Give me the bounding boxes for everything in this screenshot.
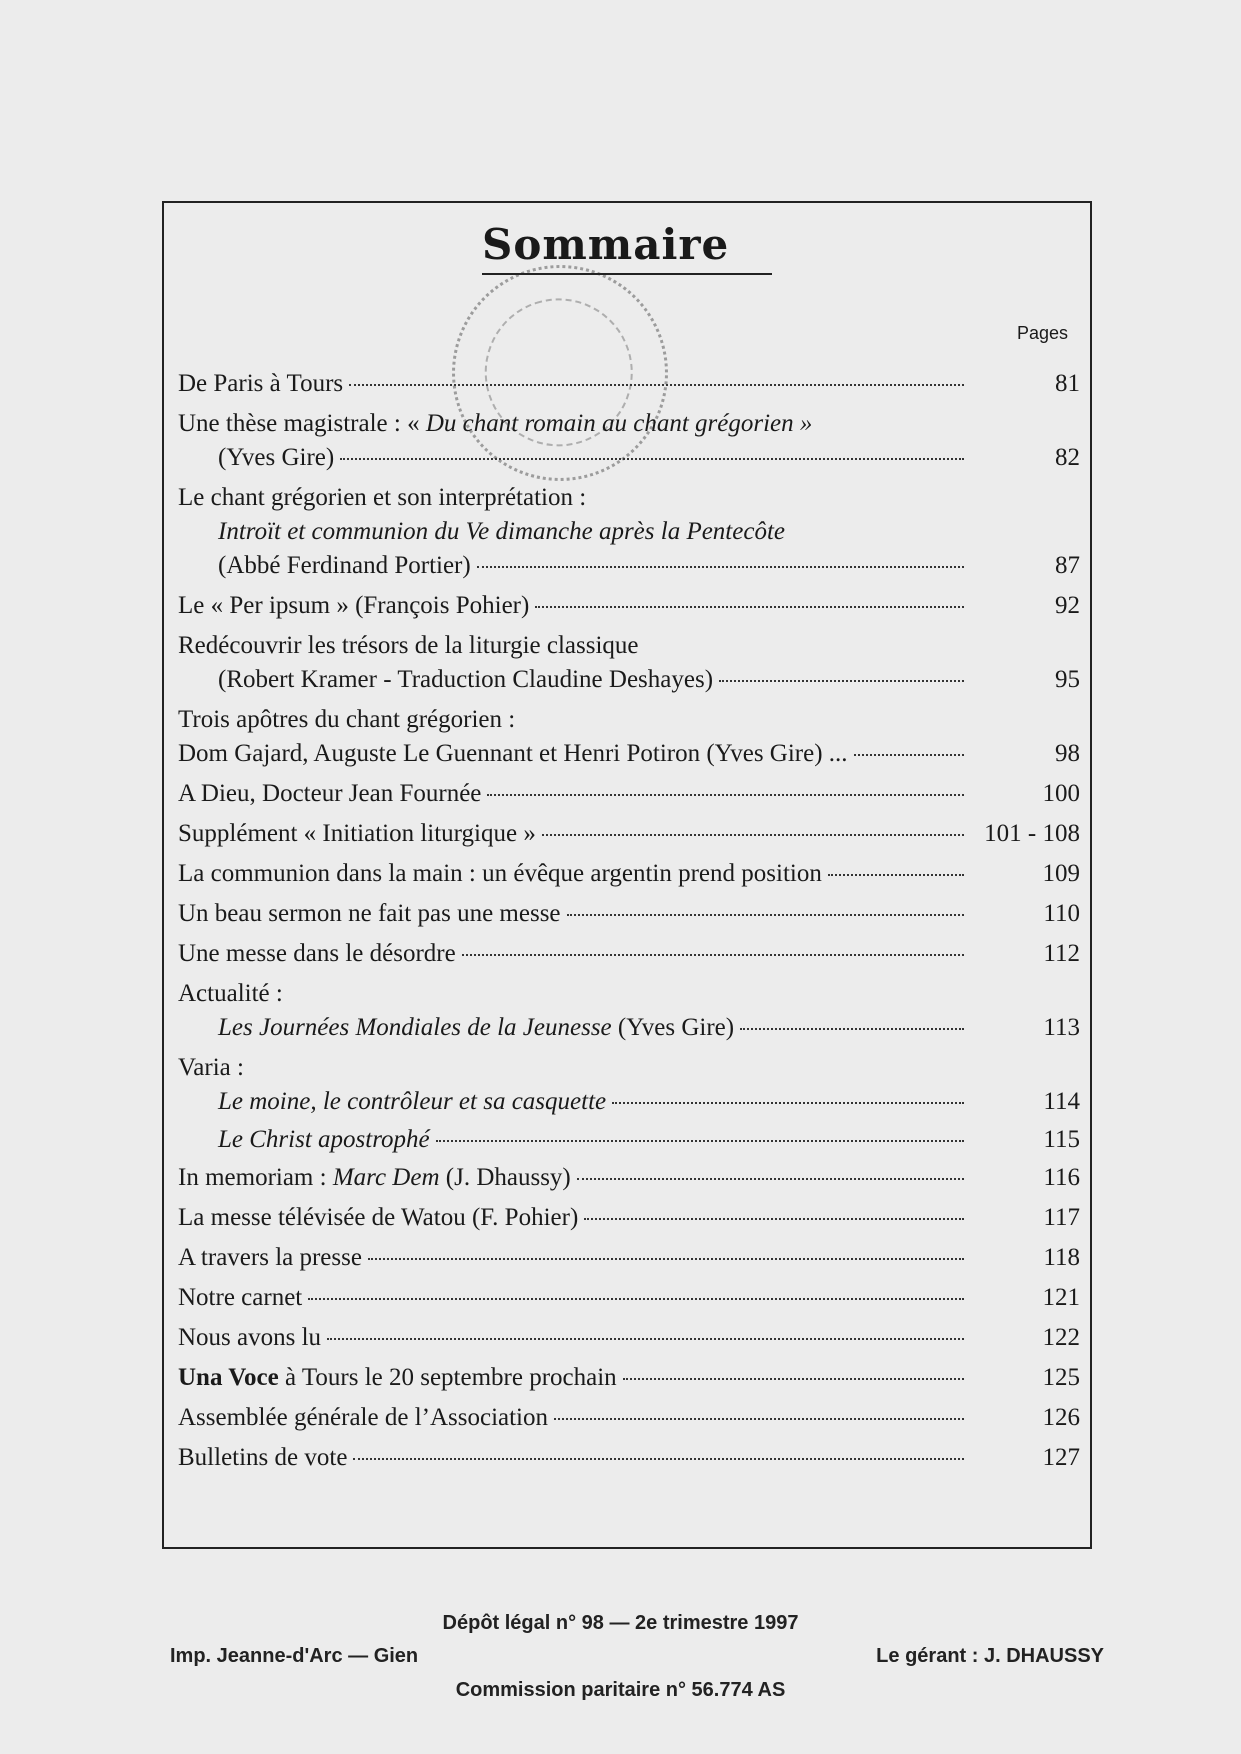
dot-leader — [623, 1378, 964, 1380]
entry-text: In memoriam : — [178, 1164, 333, 1191]
toc-entry — [178, 589, 1080, 623]
entry-text: (Robert Kramer - Traduction Claudine Deshayes) — [218, 666, 714, 693]
page-number: 125 — [1042, 1364, 1080, 1391]
entry-text: La communion dans la main : un évêque argentin prend position — [178, 860, 822, 887]
entry-title — [178, 737, 848, 771]
entry-title — [178, 1241, 362, 1275]
page-number: 109 — [1042, 860, 1080, 887]
page-number: 92 — [1055, 592, 1080, 619]
entry-title — [178, 441, 334, 475]
entry-italic-text: Le moine, le contrôleur et sa casquette — [218, 1088, 607, 1115]
toc-entry — [178, 367, 1080, 401]
entry-title — [178, 977, 283, 1011]
entry-title — [178, 589, 529, 623]
entry-text: A travers la presse — [178, 1244, 362, 1271]
toc-entry — [178, 1401, 1080, 1435]
toc-entries — [178, 363, 1080, 1475]
dot-leader — [487, 794, 964, 796]
entry-text: Redécouvrir les trésors de la liturgie classique — [178, 632, 639, 659]
toc-entry — [178, 629, 1080, 697]
page-number: 116 — [1043, 1164, 1080, 1191]
dot-leader — [462, 954, 964, 956]
entry-title — [178, 857, 822, 891]
dot-leader — [584, 1218, 964, 1220]
page-number: 81 — [1055, 370, 1080, 397]
entry-text: De Paris à Tours — [178, 370, 344, 397]
entry-italic-text: Marc Dem — [332, 1164, 440, 1191]
entry-text: Nous avons lu — [178, 1324, 322, 1351]
page-number: 82 — [1055, 444, 1080, 471]
entry-text: Actualité : — [178, 980, 283, 1007]
page-number: 110 — [1043, 900, 1080, 927]
entry-text: La messe télévisée de Watou (F. Pohier) — [178, 1204, 579, 1231]
toc-entry — [178, 1361, 1080, 1395]
entry-text: Varia : — [178, 1054, 244, 1081]
page-number: 114 — [1043, 1088, 1080, 1115]
entry-text: A Dieu, Docteur Jean Fournée — [178, 780, 482, 807]
page-number: 98 — [1055, 740, 1080, 767]
entry-text: Notre carnet — [178, 1284, 303, 1311]
toc-entry — [178, 703, 1080, 771]
dot-leader — [612, 1102, 964, 1104]
dot-leader — [719, 680, 964, 682]
toc-entry — [178, 857, 1080, 891]
dot-leader — [740, 1028, 964, 1030]
dot-leader — [535, 606, 964, 608]
toc-entry — [178, 937, 1080, 971]
entry-text: Supplément « Initiation liturgique » — [178, 820, 536, 847]
toc-entry — [178, 481, 1080, 583]
dot-leader — [436, 1140, 964, 1142]
dot-leader — [577, 1178, 964, 1180]
entry-title — [178, 549, 471, 583]
entry-title — [178, 1441, 347, 1475]
dot-leader — [349, 384, 964, 386]
gerant: Le gérant : J. DHAUSSY — [876, 1645, 1104, 1667]
entry-title — [178, 629, 639, 663]
pages-column-header: Pages — [1016, 323, 1068, 343]
page-number: 112 — [1043, 940, 1080, 967]
entry-title — [178, 407, 812, 441]
page-number: 115 — [1043, 1126, 1080, 1153]
dot-leader — [368, 1258, 964, 1260]
page-number: 113 — [1043, 1014, 1080, 1041]
entry-text: Le chant grégorien et son interprétation : — [178, 484, 587, 511]
entry-title — [178, 1401, 548, 1435]
toc-entry — [178, 977, 1080, 1045]
dot-leader — [308, 1298, 964, 1300]
entry-title — [178, 897, 561, 931]
entry-text: (Yves Gire) — [218, 444, 335, 471]
entry-title — [178, 703, 515, 737]
page-number: 117 — [1043, 1204, 1080, 1231]
entry-title — [178, 1085, 606, 1119]
dot-leader — [828, 874, 964, 876]
dot-leader — [477, 566, 964, 568]
entry-title — [178, 481, 586, 515]
toc-entry — [178, 1051, 1080, 1119]
page-number: 95 — [1055, 666, 1080, 693]
entry-bold-text: Una Voce — [178, 1364, 279, 1391]
entry-title — [178, 937, 456, 971]
entry-text: Un beau sermon ne fait pas une messe — [178, 900, 561, 927]
toc-entry — [178, 817, 1080, 851]
entry-text: Bulletins de vote — [178, 1444, 348, 1471]
dot-leader — [353, 1458, 964, 1460]
entry-italic-text: Le Christ apostrophé — [218, 1126, 430, 1153]
entry-title — [178, 1123, 430, 1157]
entry-text: Dom Gajard, Auguste Le Guennant et Henri Potiron (Yves Gire) ... — [178, 740, 848, 767]
entry-title — [178, 1281, 302, 1315]
entry-text: Une messe dans le désordre — [178, 940, 456, 967]
imprimeur: Imp. Jeanne-d'Arc — Gien — [170, 1645, 419, 1667]
entry-text: Assemblée générale de l’Association — [178, 1404, 549, 1431]
page-number: 118 — [1043, 1244, 1080, 1271]
entry-title — [178, 663, 713, 697]
page-title: Sommaire — [482, 219, 772, 275]
entry-text: (Abbé Ferdinand Portier) — [218, 552, 471, 579]
toc-entry — [178, 1441, 1080, 1475]
entry-title — [178, 515, 785, 549]
toc-entry — [178, 1281, 1080, 1315]
entry-italic-text: Du chant romain au chant grégorien » — [425, 410, 813, 437]
page-number: 122 — [1042, 1324, 1080, 1351]
entry-text: Trois apôtres du chant grégorien : — [178, 706, 516, 733]
table-of-contents — [162, 201, 1092, 1549]
page-number: 126 — [1042, 1404, 1080, 1431]
entry-text-after: (Yves Gire) — [611, 1014, 735, 1041]
toc-entry — [178, 777, 1080, 811]
entry-title — [178, 1361, 617, 1395]
dot-leader — [567, 914, 964, 916]
entry-text: Le « Per ipsum » (François Pohier) — [178, 592, 530, 619]
toc-entry — [178, 897, 1080, 931]
entry-title — [178, 1201, 578, 1235]
toc-entry — [178, 1201, 1080, 1235]
toc-entry — [178, 407, 1080, 475]
toc-entry — [178, 1123, 1080, 1157]
toc-entry — [178, 1321, 1080, 1355]
entry-title — [178, 1161, 571, 1195]
entry-title — [178, 1051, 244, 1085]
page-number: 100 — [1042, 780, 1080, 807]
dot-leader — [854, 754, 964, 756]
dot-leader — [554, 1418, 964, 1420]
entry-title — [178, 777, 481, 811]
page-number: 101 - 108 — [984, 820, 1080, 847]
entry-text-after: (J. Dhaussy) — [439, 1164, 571, 1191]
page-number: 121 — [1042, 1284, 1080, 1311]
entry-italic-text: Les Journées Mondiales de la Jeunesse — [218, 1014, 612, 1041]
page-number: 87 — [1055, 552, 1080, 579]
dot-leader — [340, 458, 964, 460]
dot-leader — [327, 1338, 964, 1340]
entry-title — [178, 1321, 321, 1355]
entry-title — [178, 1011, 734, 1045]
dot-leader — [542, 834, 964, 836]
toc-entry — [178, 1241, 1080, 1275]
toc-entry — [178, 1161, 1080, 1195]
page-number: 127 — [1042, 1444, 1080, 1471]
depot-legal: Dépôt légal n° 98 — 2e trimestre 1997 — [442, 1612, 799, 1634]
entry-text: Une thèse magistrale : « — [178, 410, 426, 437]
entry-title — [178, 817, 536, 851]
entry-title — [178, 367, 343, 401]
commission-paritaire: Commission paritaire n° 56.774 AS — [455, 1679, 786, 1701]
entry-italic-text: Introït et communion du Ve dimanche après la Pentecôte — [218, 518, 785, 545]
entry-text-after: à Tours le 20 septembre prochain — [278, 1364, 617, 1391]
